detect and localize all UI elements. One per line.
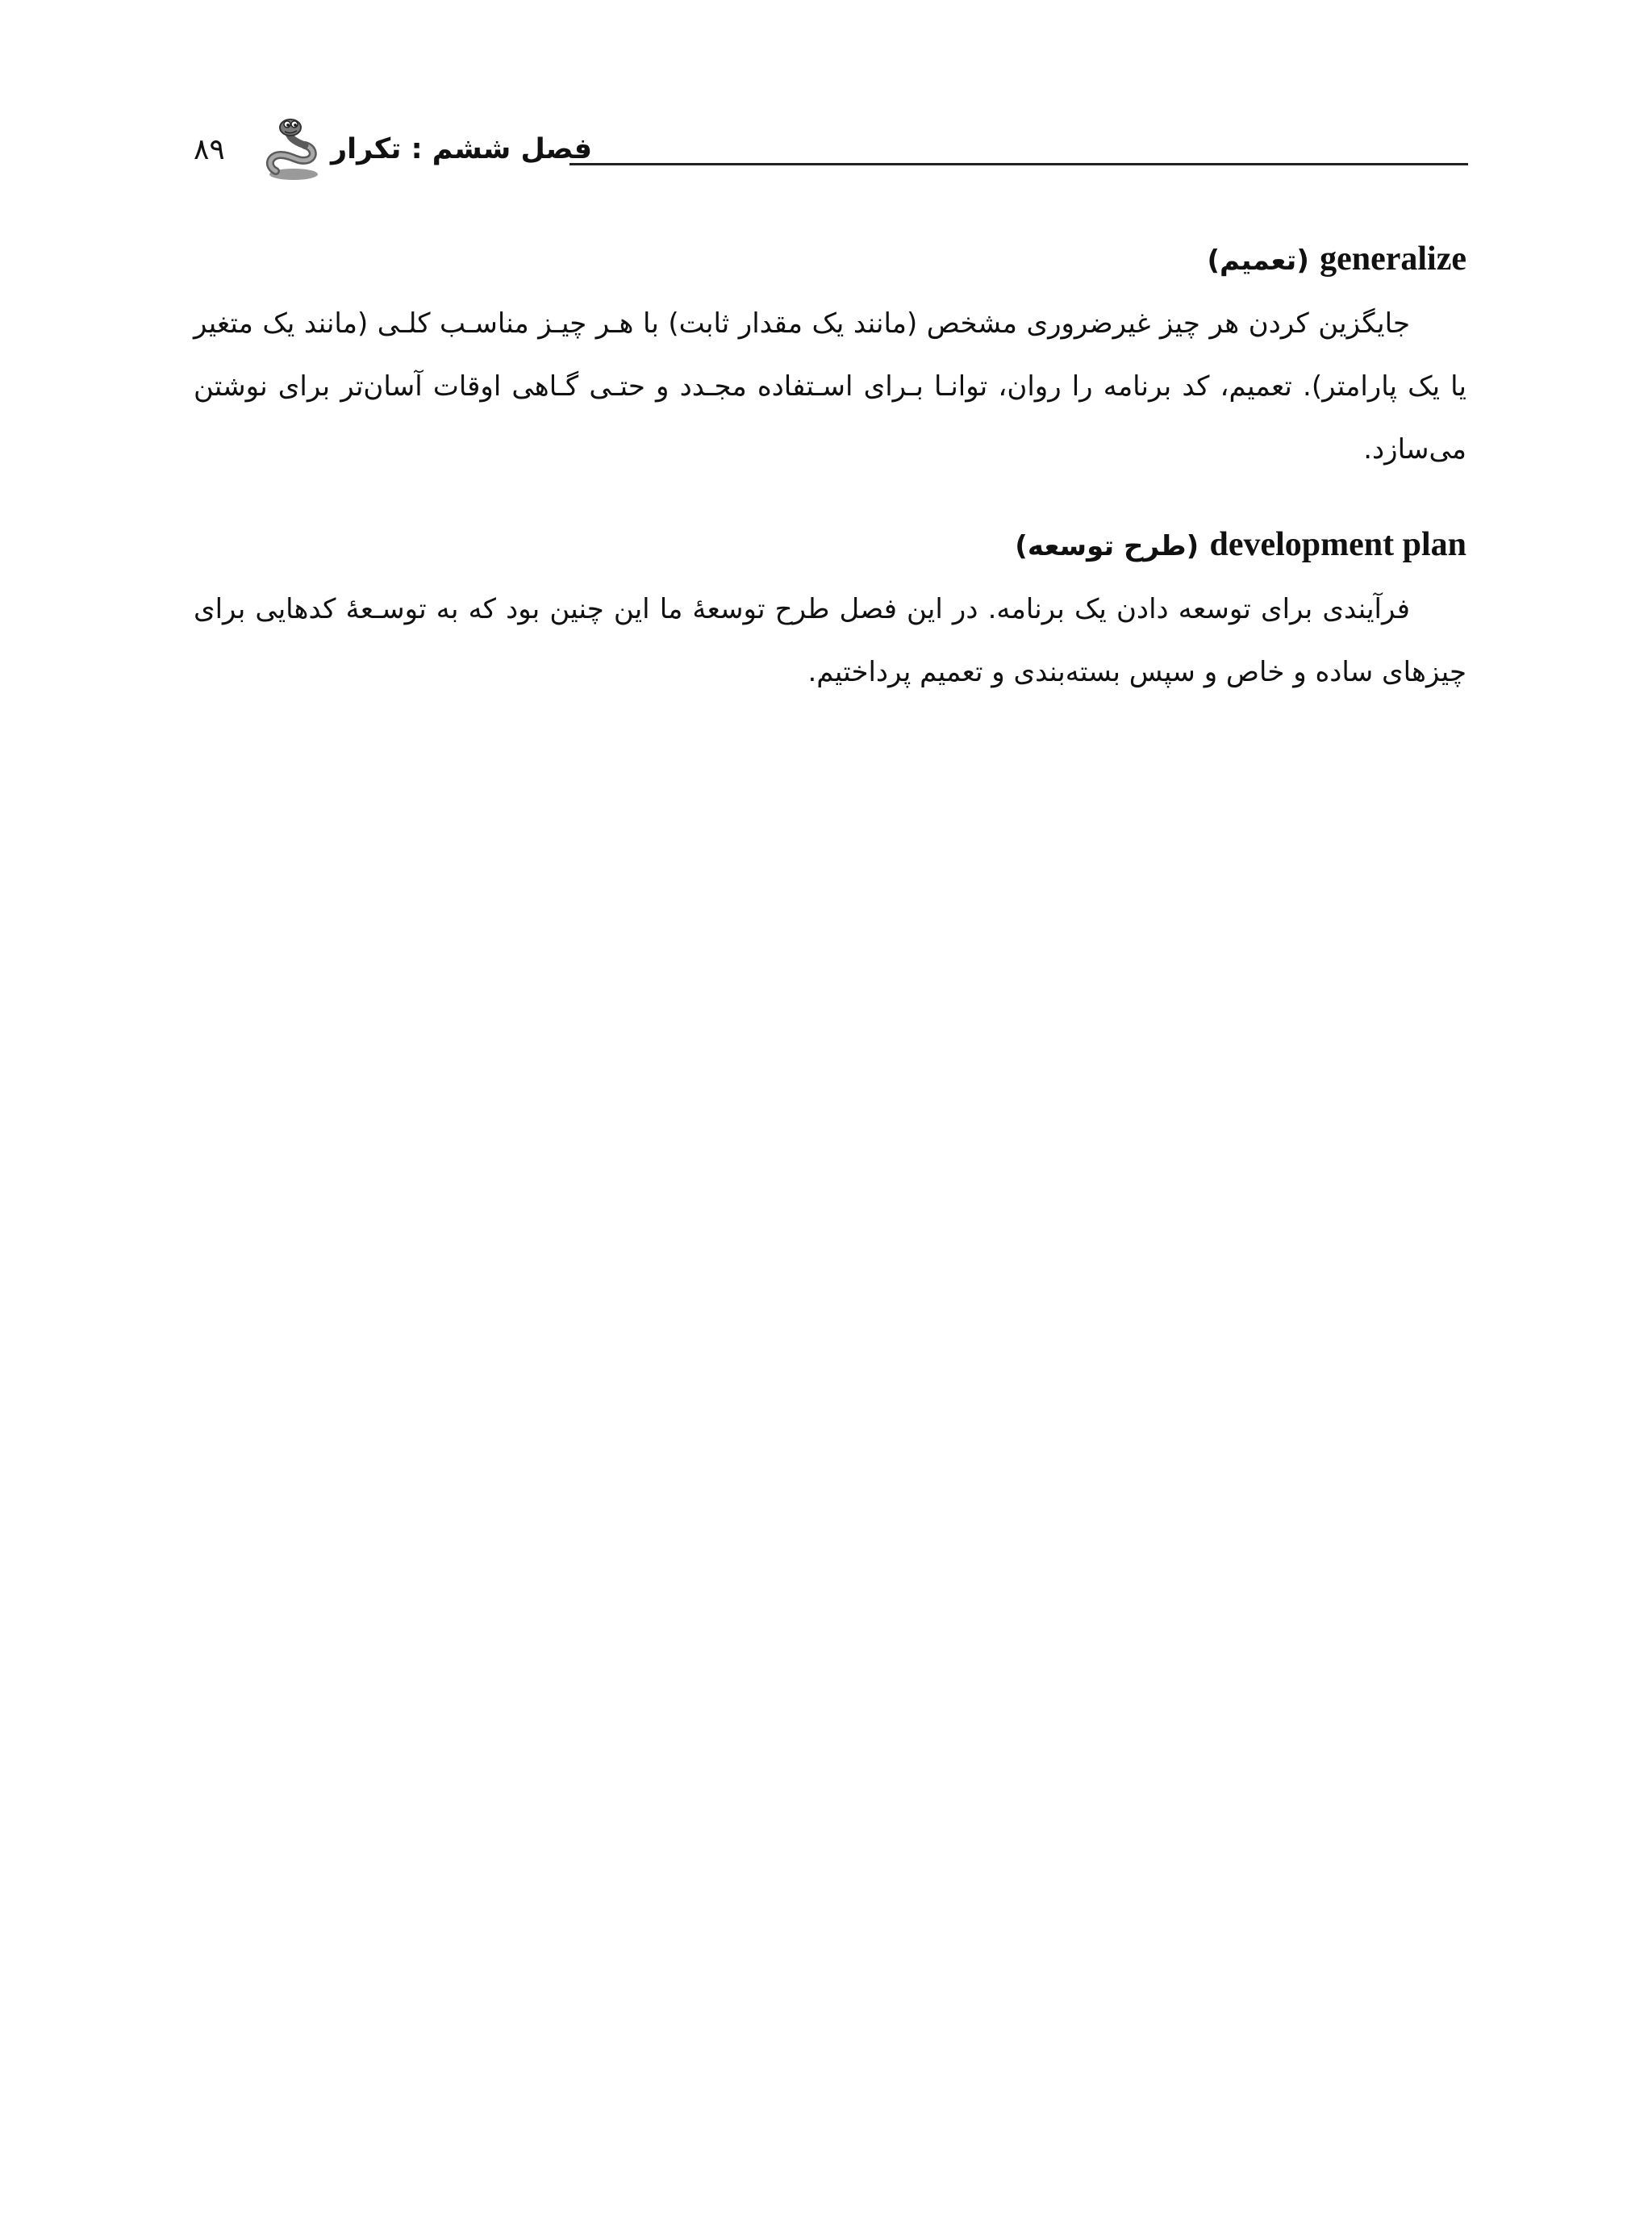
term-heading: [194, 239, 1466, 281]
glossary-entry-development-plan: [194, 524, 1466, 704]
term-definition: فرآیندی برای توسعه دادن یک برنامه. در این فصل طرح توسعهٔ ما این چنین بود که به توسـعهٔ کدهایی برای چیزهای ساده و خاص و سپس بسته‌بندی و تعمیم پرداختیم.: [194, 593, 1466, 688]
page-number: ۸۹: [194, 133, 225, 166]
term-definition: جایگزین کردن هر چیز غیرضروری مشخص (مانند یک مقدار ثابت) با هـر چیـز مناسـب کلـی (مانند یک متغیر یا یک پارامتر). تعمیم، کد برنامه را روان، توانـا بـرای اسـتفاده مجـدد و حتـی گـاهی اوقات آسان‌تر برای نوشتن می‌سازد.: [194, 307, 1466, 466]
term-english: generalize: [1320, 240, 1466, 278]
running-header: [194, 129, 1468, 194]
term-heading: [194, 524, 1466, 566]
glossary-entry-generalize: [194, 239, 1466, 481]
header-rule: [569, 163, 1468, 165]
chapter-title: فصل ششم : تکرار: [331, 133, 593, 165]
term-persian: (تعمیم): [1207, 244, 1309, 277]
term-persian: (طرح توسعه): [1015, 530, 1199, 562]
snake-mascot-icon: [263, 118, 324, 181]
term-english: development plan: [1209, 526, 1466, 563]
